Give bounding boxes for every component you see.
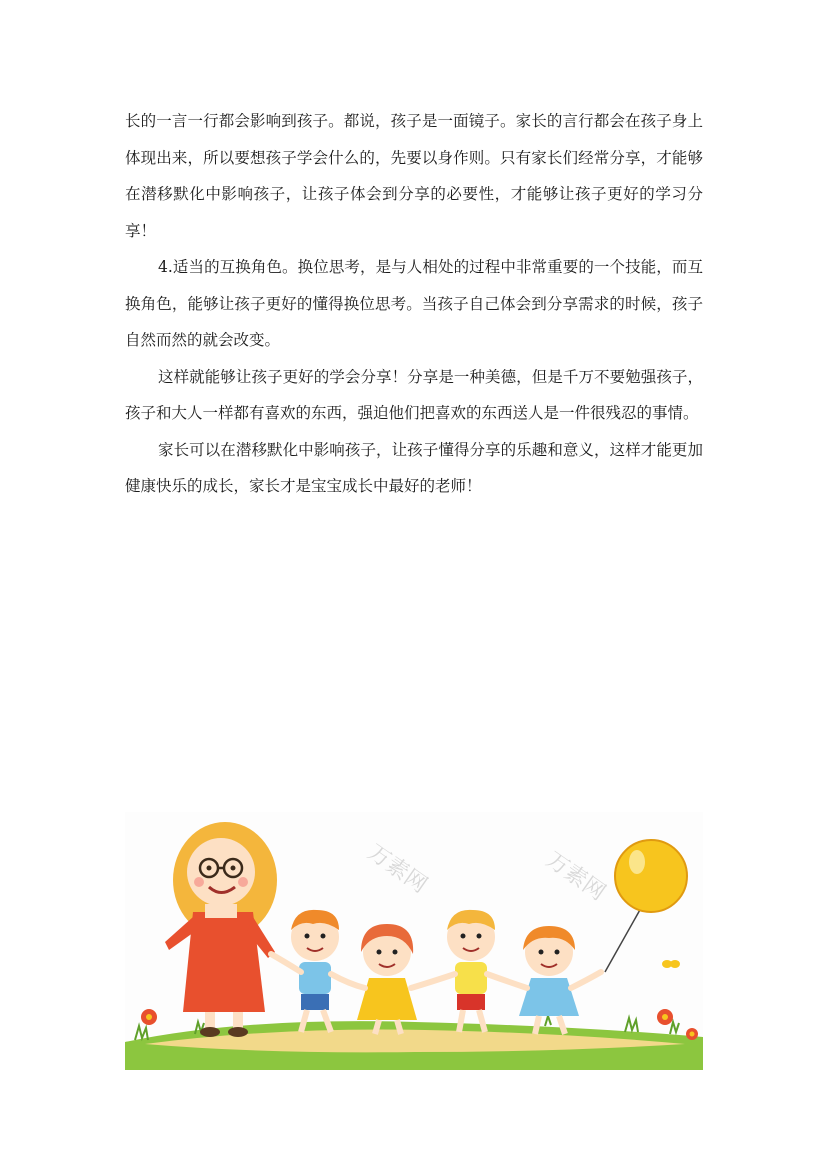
watermark-text-2: 万素网 — [541, 847, 610, 906]
illustration-svg — [125, 812, 703, 1070]
body-text — [125, 103, 703, 505]
paragraph-3: 这样就能够让孩子更好的学会分享！分享是一种美德，但是千万不要勉强孩子，孩子和大人一样都有喜欢的东西，强迫他们把喜欢的东西送人是一件很残忍的事情。 — [125, 367, 703, 422]
flower-icon — [657, 1009, 673, 1025]
teacher-and-children-illustration — [125, 812, 703, 1070]
watermark-text: 万素网 — [362, 839, 432, 899]
flower-icon — [141, 1009, 157, 1025]
paragraph-2: 4.适当的互换角色。换位思考，是与人相处的过程中非常重要的一个技能，而互换角色，能够让孩子更好的懂得换位思考。当孩子自己体会到分享需求的时候，孩子自然而然的就会改变。 — [125, 258, 703, 349]
paragraph-4: 家长可以在潜移默化中影响孩子，让孩子懂得分享的乐趣和意义，这样才能更加健康快乐的成长，家长才是宝宝成长中最好的老师！ — [125, 440, 703, 495]
paragraph-1: 长的一言一行都会影响到孩子。都说，孩子是一面镜子。家长的言行都会在孩子身上体现出来，所以要想孩子学会什么的，先要以身作则。只有家长们经常分享，才能够在潜移默化中影响孩子，让孩子体会到分享的必要性，才能够让孩子更好的学习分享！ — [125, 112, 703, 240]
flower-icon — [686, 1028, 698, 1040]
